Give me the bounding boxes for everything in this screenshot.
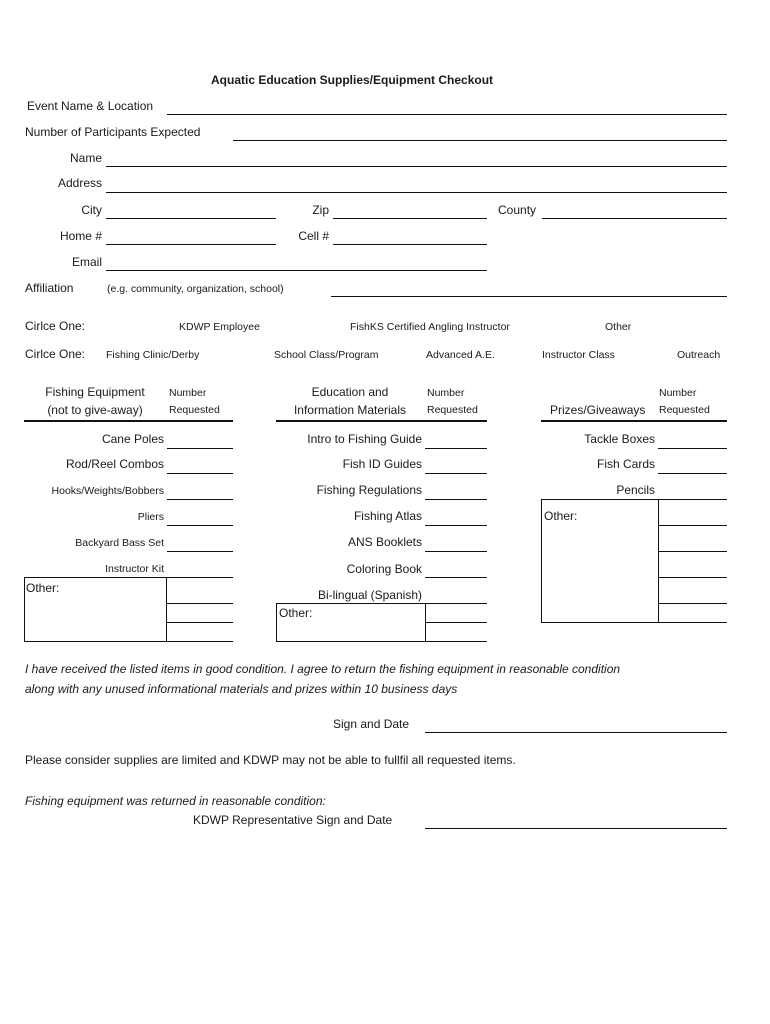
item-coloring-qty[interactable]: [425, 577, 487, 578]
email-field[interactable]: [106, 270, 487, 271]
item-hooks-qty[interactable]: [167, 499, 233, 500]
participants-field[interactable]: [233, 140, 727, 141]
item-ans-label: ANS Booklets: [347, 535, 422, 549]
col1-requested-label: Requested: [169, 404, 220, 416]
col3-requested-label: Requested: [659, 404, 710, 416]
item-rod-reel-label: Rod/Reel Combos: [65, 457, 164, 471]
col3-other-label: Other:: [544, 509, 578, 523]
role-option-kdwp-employee[interactable]: KDWP Employee: [179, 321, 260, 333]
county-label: County: [498, 203, 537, 217]
item-pliers-qty[interactable]: [167, 525, 233, 526]
event-field[interactable]: [167, 114, 727, 115]
circle-one-event-label: Cirlce One:: [25, 347, 86, 361]
col3-number-label: Number: [659, 387, 697, 399]
item-pencils-label: Pencils: [616, 483, 655, 497]
col3-other-qty-3[interactable]: [658, 577, 727, 578]
col3-other-qty-2[interactable]: [658, 551, 727, 552]
returned-statement: Fishing equipment was returned in reasonable condition:: [25, 794, 326, 808]
item-fish-id-qty[interactable]: [425, 473, 487, 474]
col3-heading: Prizes/Giveaways: [550, 403, 646, 417]
item-regulations-qty[interactable]: [425, 499, 487, 500]
affiliation-field[interactable]: [331, 296, 727, 297]
col3-heading-rule: [541, 420, 727, 422]
col2-other-qty-1[interactable]: [425, 622, 487, 623]
zip-field[interactable]: [333, 218, 487, 219]
home-phone-label: Home #: [59, 229, 102, 243]
item-ans-qty[interactable]: [425, 551, 487, 552]
col1-other-label: Other:: [26, 581, 60, 595]
col3-other-qty-1[interactable]: [658, 525, 727, 526]
item-rod-reel-qty[interactable]: [167, 473, 233, 474]
item-hooks-label: Hooks/Weights/Bobbers: [51, 485, 164, 497]
event-label: Event Name & Location: [27, 99, 154, 113]
item-tackle-boxes-qty[interactable]: [658, 448, 727, 449]
col2-other-label: Other:: [279, 606, 313, 620]
item-fish-cards-label: Fish Cards: [596, 457, 655, 471]
col2-number-label: Number: [427, 387, 465, 399]
col1-heading-line1: Fishing Equipment: [45, 385, 145, 399]
event-option-outreach[interactable]: Outreach: [677, 349, 721, 361]
home-phone-field[interactable]: [106, 244, 276, 245]
col1-heading-rule: [24, 420, 233, 422]
col3-other-qty-4[interactable]: [658, 603, 727, 604]
name-field[interactable]: [106, 166, 727, 167]
city-label: City: [81, 203, 102, 217]
rep-sign-label: KDWP Representative Sign and Date: [193, 813, 393, 827]
affiliation-hint: (e.g. community, organization, school): [107, 283, 284, 295]
col3-other-qty-5[interactable]: [658, 622, 727, 623]
item-tackle-boxes-label: Tackle Boxes: [584, 432, 655, 446]
item-intro-guide-qty[interactable]: [425, 448, 487, 449]
event-option-clinic-derby[interactable]: Fishing Clinic/Derby: [106, 349, 200, 361]
affiliation-label: Affiliation: [25, 281, 74, 295]
agreement-text-line2: along with any unused informational materials and prizes within 10 business days: [25, 682, 458, 696]
col2-other-qty-2[interactable]: [425, 641, 487, 642]
item-regulations-label: Fishing Regulations: [316, 483, 422, 497]
supply-notice: Please consider supplies are limited and KDWP may not be able to fullfil all requested items.: [25, 753, 516, 767]
item-instructor-kit-label: Instructor Kit: [105, 563, 164, 575]
col1-other-qty-3[interactable]: [166, 641, 233, 642]
form-title: Aquatic Education Supplies/Equipment Checkout: [211, 73, 494, 87]
col2-requested-label: Requested: [427, 404, 478, 416]
event-option-instructor-class[interactable]: Instructor Class: [542, 349, 615, 361]
event-option-advanced-ae[interactable]: Advanced A.E.: [426, 349, 495, 361]
role-option-other[interactable]: Other: [605, 321, 632, 333]
name-label: Name: [69, 151, 102, 165]
item-bilingual-label: Bi-lingual (Spanish): [317, 588, 422, 602]
item-pliers-label: Pliers: [137, 511, 164, 523]
col2-heading-rule: [276, 420, 487, 422]
item-cane-poles-label: Cane Poles: [101, 432, 164, 446]
col1-other-qty-1[interactable]: [166, 603, 233, 604]
col2-heading-line1: Education and: [311, 385, 389, 399]
col1-other-qty-2[interactable]: [166, 622, 233, 623]
event-option-school-class[interactable]: School Class/Program: [274, 349, 379, 361]
sign-date-label: Sign and Date: [333, 717, 410, 731]
address-label: Address: [57, 176, 102, 190]
city-field[interactable]: [106, 218, 276, 219]
county-field[interactable]: [542, 218, 727, 219]
item-intro-guide-label: Intro to Fishing Guide: [307, 432, 422, 446]
address-field[interactable]: [106, 192, 727, 193]
rep-sign-field[interactable]: [425, 828, 727, 829]
col1-heading-line2: (not to give-away): [47, 403, 143, 417]
role-option-certified-instructor[interactable]: FishKS Certified Angling Instructor: [350, 321, 510, 333]
item-atlas-qty[interactable]: [425, 525, 487, 526]
item-atlas-label: Fishing Atlas: [353, 509, 422, 523]
item-coloring-label: Coloring Book: [346, 562, 422, 576]
cell-phone-label: Cell #: [298, 229, 329, 243]
circle-one-role-label: Cirlce One:: [25, 319, 86, 333]
item-cane-poles-qty[interactable]: [167, 448, 233, 449]
item-fish-id-label: Fish ID Guides: [342, 457, 422, 471]
item-backyard-bass-label: Backyard Bass Set: [75, 537, 164, 549]
zip-label: Zip: [312, 203, 329, 217]
item-backyard-bass-qty[interactable]: [167, 551, 233, 552]
sign-date-field[interactable]: [425, 732, 727, 733]
cell-phone-field[interactable]: [333, 244, 487, 245]
col2-heading-line2: Information Materials: [293, 403, 407, 417]
participants-label: Number of Participants Expected: [25, 125, 201, 139]
email-label: Email: [71, 255, 102, 269]
item-fish-cards-qty[interactable]: [658, 473, 727, 474]
agreement-text-line1: I have received the listed items in good condition. I agree to return the fishing equipment in reasonable condition: [25, 662, 621, 676]
col1-number-label: Number: [169, 387, 207, 399]
